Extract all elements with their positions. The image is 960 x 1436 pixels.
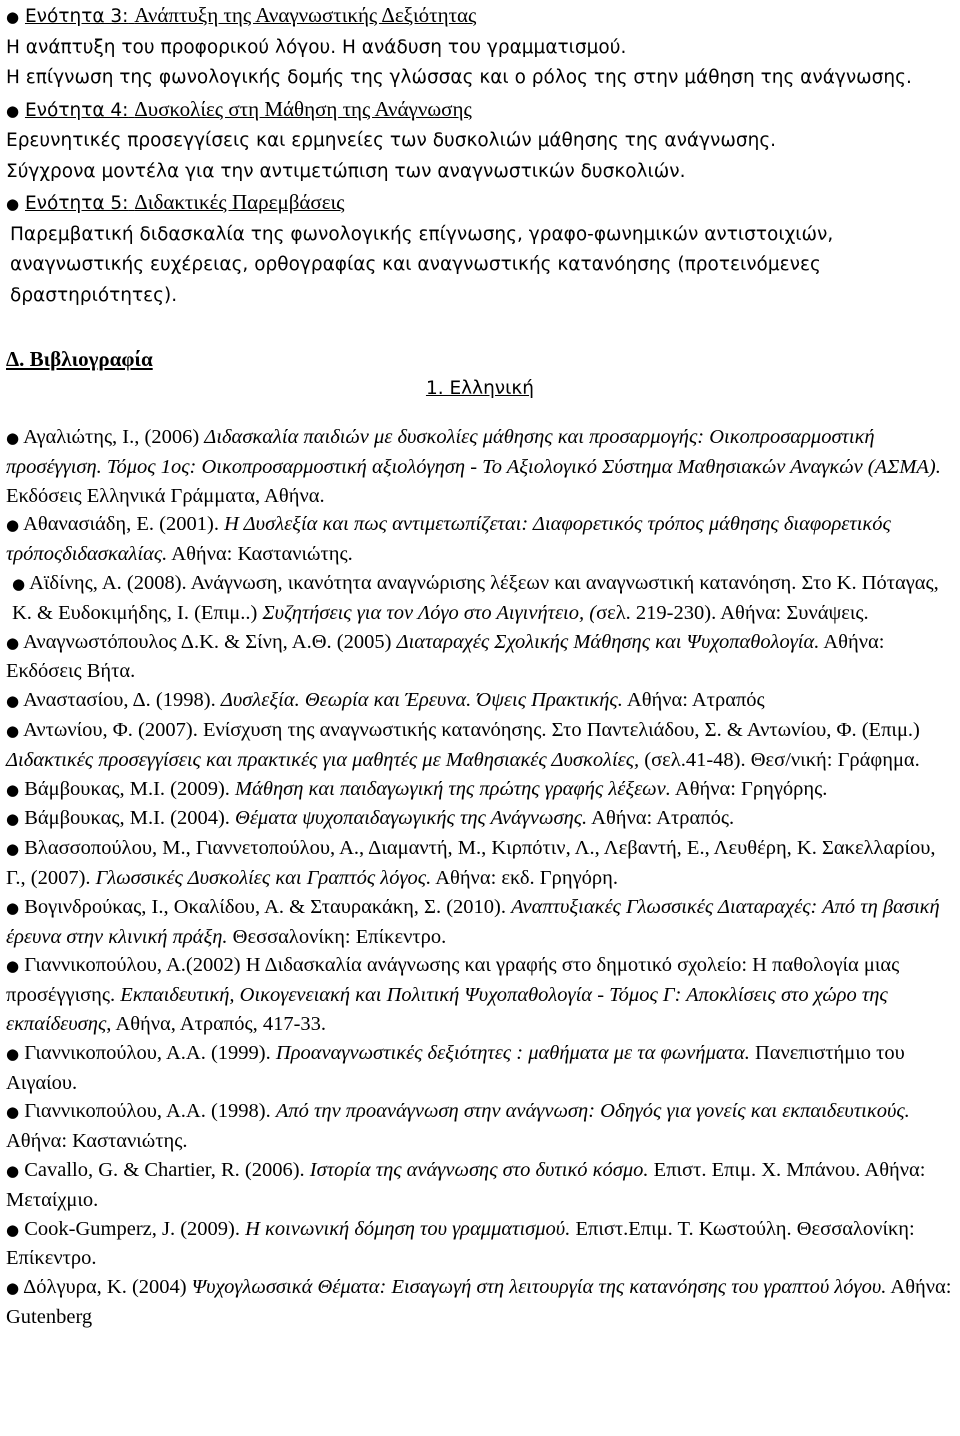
reference-entry [6,569,954,628]
bullet-icon: ● [6,810,20,829]
bullet-icon: ● [6,957,20,976]
module-label: Ενότητα 5: [24,193,129,214]
bullet-icon: ● [6,429,20,447]
reference-lead: Αθανασιάδη, Ε. (2001). [23,513,225,536]
reference-tail: Θεσσαλονίκη: Επίκεντρο. [227,925,447,948]
reference-lead: Δόλγυρα, Κ. (2004) [23,1276,192,1299]
reference-tail: (σελ.41-48). Θεσ/νική: Γράφημα. [639,748,920,771]
reference-title: Προαναγνωστικές δεξιότητες : μαθήματα με τα φωνήματα. [275,1041,750,1064]
reference-title: Διαταραχές Σχολικής Μάθησης και Ψυχοπαθολογία. [396,630,820,653]
bullet-icon: ● [6,898,20,917]
reference-title: Δυσλεξία. Θεωρία και Έρευνα. Όψεις Πρακτικής. [220,689,623,712]
reference-title: Μάθηση και παιδαγωγική της πρώτης γραφής λέξεων. [235,777,671,800]
reference-title: Διδασκαλία παιδιών με δυσκολίες μάθησης και προσαρμογής: Οικοπροσαρμοστική προσέγγιση. Τόμος 1ος: Οικοπροσαρμοστική αξιολόγηση - Το Αξιολογικό Σύστημα Μαθησιακών Αναγκών (ΑΣΜΑ). [6,426,941,478]
bibliography-heading [6,345,954,374]
reference-lead: Γιαννικοπούλου, Α.Α. (1999). [24,1041,276,1064]
bullet-icon: ● [6,8,20,26]
reference-tail: Επιστ.Επιμ. Τ. Κωστούλη. Θεσσαλονίκη: Επίκεντρο. [6,1217,915,1270]
module-text: Σύγχρονα μοντέλα για την αντιμετώπιση των αναγνωστικών δυσκολιών. [6,160,686,182]
reference-entry [6,893,954,952]
module-title: Δυσκολίες στη Μάθηση της Ανάγνωσης [134,96,472,121]
reference-entry [6,1097,954,1156]
bullet-icon: ● [6,780,20,799]
bullet-icon: ● [6,692,20,711]
reference-entry [6,510,954,569]
reference-tail: Αθήνα: Gutenberg [6,1276,952,1328]
reference-list [6,423,954,1332]
bullet-icon: ● [6,101,20,120]
reference-lead: Βλασσοπούλου, Μ., Γιαννετοπούλου, Α., Διαμαντή, Μ., Κιρπότιν, Λ., Λεβαντή, Ε., Λευθέρη, Κ. Σακελλαρίου, Γ., (2007). [6,837,936,889]
module-title: Ανάπτυξη της Αναγνωστικής Δεξιότητας [134,3,477,27]
bullet-icon: ● [6,1220,20,1239]
reference-lead: Cook-Gumperz, J. (2009). [24,1217,246,1240]
reference-entry [6,775,954,805]
reference-entry [6,804,954,834]
reference-lead: Γιαννικοπούλου, Α.(2002) Η Διδασκαλία ανάγνωσης και γραφής στο δημοτικό σχολείο: Η παθολογία μιας προσέγγισης. [6,954,900,1007]
reference-entry [6,1273,954,1332]
reference-tail: Αθήνα: Καστανιώτης. [167,543,353,566]
reference-title: Εκπαιδευτική, Οικογενειακή και Πολιτική Ψυχοπαθολογία - Τόμος Γ: Αποκλίσεις στο χώρο της εκπαίδευσης [6,984,888,1035]
bibliography-subheading-text: 1. Ελληνική [425,378,535,399]
bullet-icon: ● [6,633,20,652]
reference-lead: Αντωνίου, Φ. (2007). Ενίσχυση της αναγνωστικής κατανόησης. Στο Παντελιάδου, Σ. & Αντωνίου, Φ. (Επιμ.) [23,718,920,741]
reference-title: Ψυχογλωσσικά Θέματα: Εισαγωγή στη λειτουργία της κατανόησης του γραπτού λόγου. [191,1276,887,1299]
bullet-icon: ● [6,1279,20,1298]
reference-entry [6,423,954,510]
reference-tail: , Αθήνα, Ατραπός, 417-33. [106,1012,327,1035]
bullet-icon: ● [6,840,20,859]
reference-tail: Εκδόσεις Ελληνικά Γράμματα, Αθήνα. [6,484,325,507]
reference-title: Θέματα ψυχοπαιδαγωγικής της Ανάγνωσης. [235,807,588,830]
module-text: Παρεμβατική διδασκαλία της φωνολογικής επίγνωσης, γραφο-φωνημικών αντιστοιχιών, αναγνωστικής ευχέρειας, ορθογραφίας και αναγνωστικής κατανόησης (προτεινόμενες δραστηριότητες). [10,223,834,306]
reference-title: Διδακτικές προσεγγίσεις και πρακτικές για μαθητές με Μαθησιακές Δυσκολίες, [6,748,640,771]
reference-entry [6,1215,954,1274]
reference-entry [6,1039,954,1098]
reference-lead: Αναστασίου, Δ. (1998). [23,689,221,712]
module-title: Διδακτικές Παρεμβάσεις [134,190,345,214]
reference-tail: Αθήνα: Εκδόσεις Βήτα. [6,630,885,683]
reference-title: Από την προανάγνωση στην ανάγνωση: Οδηγός για γονείς και εκπαιδευτικούς. [275,1100,910,1123]
reference-tail: Αθήνα: Γρηγόρης. [670,777,828,800]
reference-tail: Αθήνα: Ατραπός. [587,807,735,830]
module-label: Ενότητα 4: [24,99,129,121]
reference-entry [6,686,954,716]
bullet-icon: ● [6,1044,20,1063]
reference-tail: Πανεπιστήμιο του Αιγαίου. [6,1041,905,1094]
reference-entry [6,716,954,775]
reference-lead: Αγαλιώτης, Ι., (2006) [23,426,205,448]
reference-tail: Αθήνα: Ατραπός [622,689,765,712]
bullet-icon: ● [12,574,26,593]
reference-entry [6,1156,954,1215]
reference-tail: σελ. 219-230). Αθήνα: Συνάψεις. [596,601,869,624]
reference-entry [6,628,954,687]
module-heading [6,187,954,220]
reference-lead: Βογινδρούκας, Ι., Οκαλίδου, Α. & Σταυρακάκη, Σ. (2010). [24,895,512,918]
reference-lead: Αναγνωστόπουλος Δ.Κ. & Σίνη, Α.Θ. (2005) [23,630,397,653]
reference-entry [6,951,954,1038]
module-text: Ερευνητικές προσεγγίσεις και ερμηνείες των δυσκολιών μάθησης της ανάγνωσης. [6,130,777,151]
bullet-icon: ● [6,516,20,535]
module-text: Η ανάπτυξη του προφορικού λόγου. Η ανάδυση του γραμματισμού. [6,36,627,58]
bullet-icon: ● [6,1103,20,1122]
reference-entry [6,834,954,893]
bullet-icon: ● [6,721,20,740]
module-label: Ενότητα 3: [24,6,129,27]
reference-lead: Βάμβουκας, Μ.Ι. (2009). [24,777,236,800]
reference-title: Συζητήσεις για τον Λόγο στο Αιγινήτειο, ( [262,601,597,624]
reference-lead: Αϊδίνης, Α. (2008). Ανάγνωση, ικανότητα αναγνώρισης λέξεων και αναγνωστική κατανόηση. Στο Κ. Πόταγας, Κ. & Ευδοκιμήδης, Ι. (Επιμ..) [12,571,939,624]
reference-title: Ιστορία της ανάγνωσης στο δυτικό κόσμο. [309,1158,649,1181]
module-heading [6,94,954,127]
module-text: Η επίγνωση της φωνολογικής δομής της γλώσσας και ο ρόλος της στην μάθηση της ανάγνωσης. [6,67,912,88]
reference-title: Η κοινωνική δόμηση του γραμματισμού. [245,1217,571,1240]
course-modules [6,0,954,311]
module-heading [6,0,954,33]
bullet-icon: ● [6,1161,20,1180]
reference-lead: Γιαννικοπούλου, Α.Α. (1998). [24,1100,276,1123]
module-heading-text [24,3,477,27]
reference-tail: Επιστ. Επιμ. Χ. Μπάνου. Αθήνα: Μεταίχμιο. [6,1158,926,1211]
reference-tail: Αθήνα: εκδ. Γρηγόρη. [431,866,618,889]
reference-title: Η Δυσλεξία και πως αντιμετωπίζεται: Διαφορετικός τρόπος μάθησης διαφορετικός τρόποςδιδασκαλίας. [6,513,891,566]
bullet-icon: ● [6,195,20,213]
bibliography-subheading [6,374,954,403]
reference-lead: Cavallo, G. & Chartier, R. (2006). [24,1158,310,1181]
module-heading-text [24,96,472,121]
bibliography-heading-text: Δ. Βιβλιογραφία [6,347,153,371]
module-heading-text [24,190,345,214]
reference-tail: Αθήνα: Καστανιώτης. [6,1130,188,1153]
reference-title: Γλωσσικές Δυσκολίες και Γραπτός λόγος. [95,866,432,889]
reference-title: Αναπτυξιακές Γλωσσικές Διαταραχές: Από τη βασική έρευνα στην κλινική πράξη. [6,895,940,948]
reference-lead: Βάμβουκας, Μ.Ι. (2004). [24,807,236,830]
